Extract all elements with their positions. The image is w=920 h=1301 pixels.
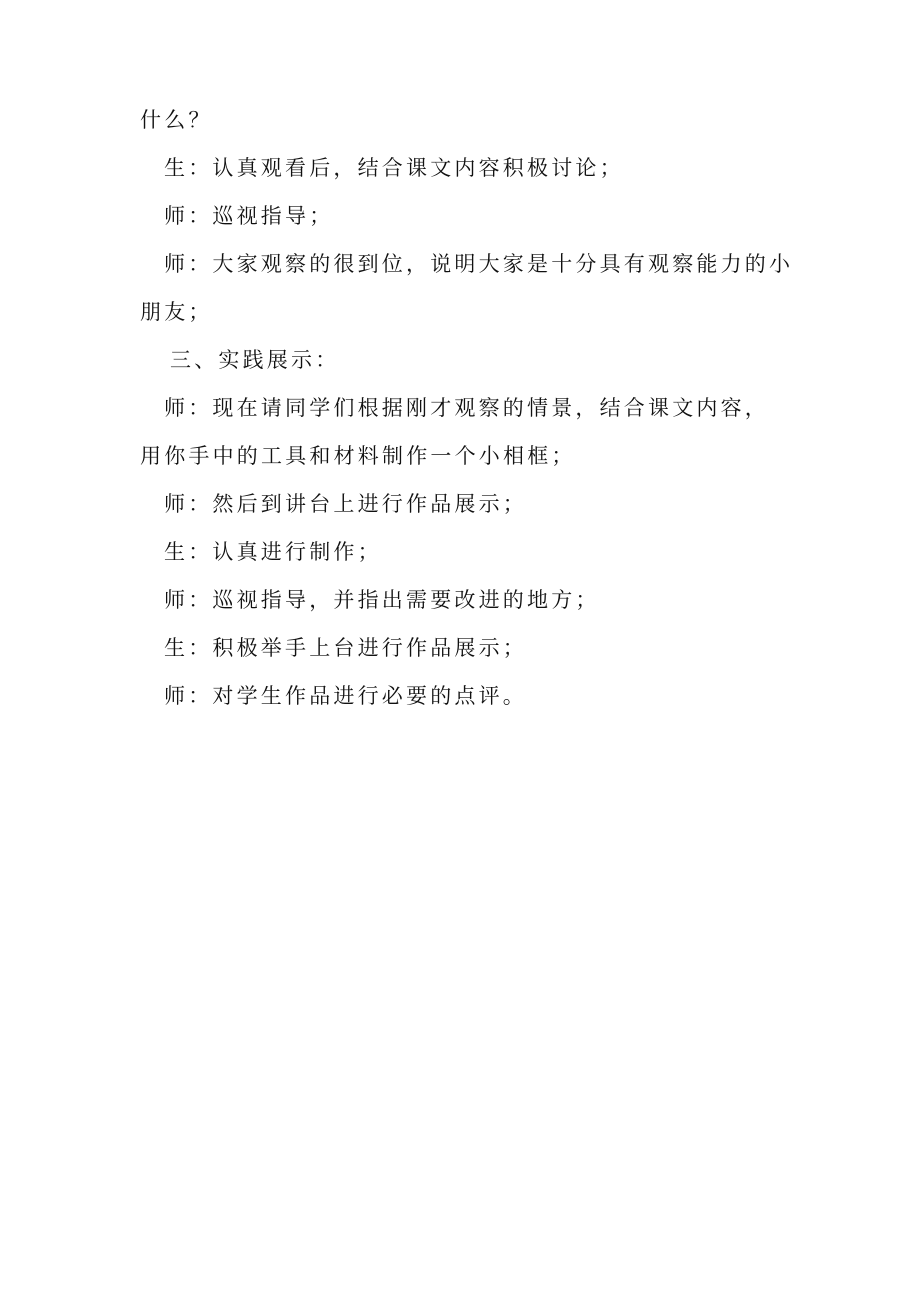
section-heading: 三、实践展示： (170, 348, 340, 372)
text-line: 用你手中的工具和材料制作一个小相框； (140, 444, 576, 468)
text-line: 朋友； (140, 300, 213, 324)
text-line: 师：巡视指导，并指出需要改进的地方； (164, 588, 600, 612)
text-line: 师：现在请同学们根据刚才观察的情景，结合课文内容， (164, 396, 769, 420)
text-line: 生：积极举手上台进行作品展示； (164, 636, 527, 660)
text-line: 什么？ (140, 108, 213, 132)
text-line: 师：巡视指导； (164, 204, 334, 228)
text-line: 生：认真进行制作； (164, 540, 382, 564)
text-line: 师：然后到讲台上进行作品展示； (164, 492, 527, 516)
text-line: 生：认真观看后，结合课文内容积极讨论； (164, 156, 624, 180)
text-line: 师：大家观察的很到位，说明大家是十分具有观察能力的小 (164, 252, 794, 276)
text-line: 师：对学生作品进行必要的点评。 (164, 684, 527, 708)
